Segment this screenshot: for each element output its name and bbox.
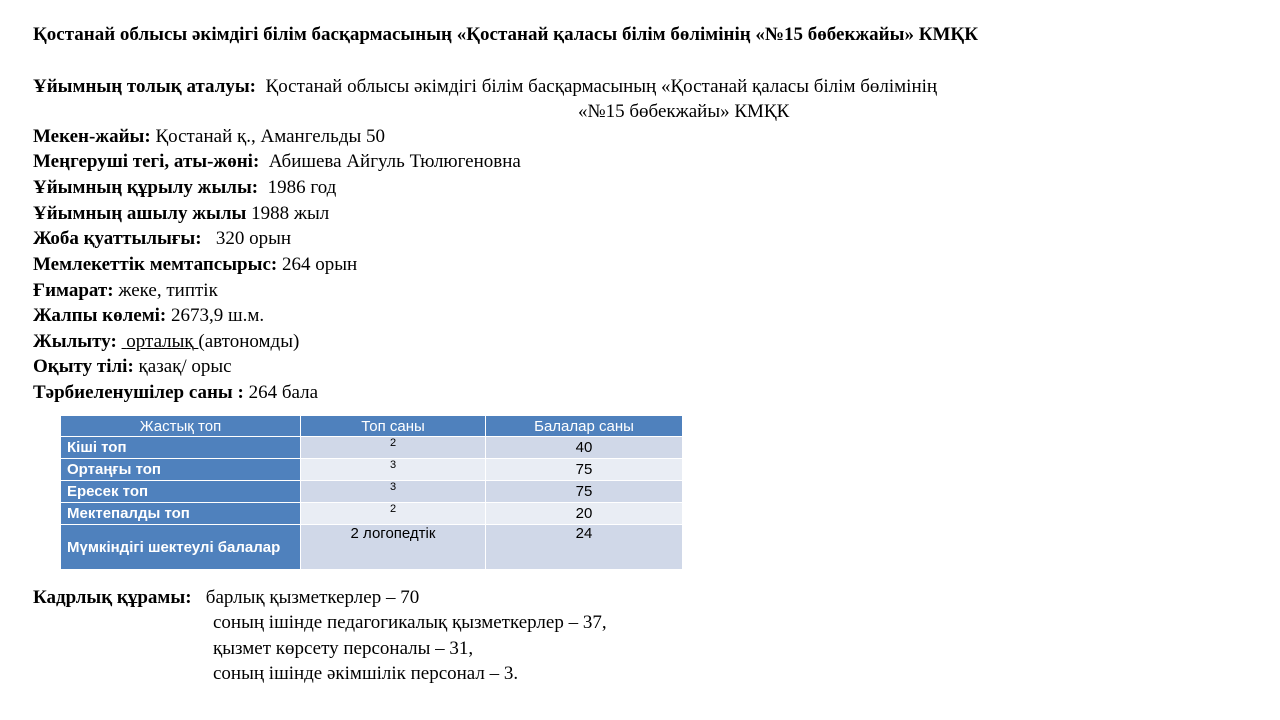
field-value: Абишева Айгуль Тюлюгеновна: [268, 151, 521, 172]
field-value: қазақ/ орыс: [138, 356, 232, 377]
field-building: [33, 280, 218, 302]
field-language: [33, 356, 232, 378]
full-name-line: [33, 76, 937, 98]
row-children-count: 20: [486, 503, 683, 525]
field-area: [33, 305, 264, 327]
field-opened: [33, 203, 329, 225]
row-group-name: Мектепалды топ: [61, 503, 301, 525]
row-group-name: Кіші топ: [61, 437, 301, 459]
field-label: Ұйымның құрылу жылы:: [33, 177, 259, 198]
field-pupils: [33, 382, 318, 404]
field-label: Мекен-жайы:: [33, 126, 151, 147]
row-group-count: 3: [301, 459, 486, 481]
row-children-count: 75: [486, 459, 683, 481]
row-group-count: 2 логопедтік: [301, 525, 486, 570]
field-director: [33, 151, 521, 173]
staff-line2: соның ішінде педагогикалық қызметкерлер – 37,: [213, 612, 607, 633]
field-value: 264 бала: [248, 382, 319, 403]
field-value: 1986 год: [267, 177, 337, 198]
field-label: Жалпы көлемі:: [33, 305, 167, 326]
table-header-row: [61, 416, 683, 437]
field-value: Қостанай қ., Амангельды 50: [155, 126, 386, 147]
header-age-group: Жастық топ: [61, 416, 301, 437]
field-heating: [33, 331, 299, 353]
field-value: 320 орын: [215, 228, 292, 249]
full-name-label: Ұйымның толық аталуы:: [33, 76, 257, 97]
staff-line4: соның ішінде әкімшілік персонал – 3.: [213, 663, 519, 684]
full-name-value-line2: «№15 бөбекжайы» КМҚК: [578, 101, 790, 122]
field-label: Меңгеруші тегі, аты-жөні:: [33, 151, 260, 172]
row-children-count: 75: [486, 481, 683, 503]
field-value: 2673,9 ш.м.: [171, 305, 265, 326]
row-group-name: Ортаңғы топ: [61, 459, 301, 481]
row-group-count: 2: [301, 437, 486, 459]
field-label: Ұйымның ашылу жылы: [33, 203, 247, 224]
field-founded: [33, 177, 336, 199]
heating-underlined-value: орталық: [126, 331, 194, 352]
groups-table: [60, 415, 683, 570]
field-label: Мемлекеттік мемтапсырыс:: [33, 254, 278, 275]
row-children-count: 40: [486, 437, 683, 459]
field-capacity: [33, 228, 291, 250]
field-value: жеке, типтік: [118, 280, 218, 301]
row-children-count: 24: [486, 525, 683, 570]
field-label: Оқыту тілі:: [33, 356, 134, 377]
field-label: Ғимарат:: [33, 280, 114, 301]
table-row: [61, 459, 683, 481]
full-name-value-line1: Қостанай облысы әкімдігі білім басқармасының «Қостанай қаласы білім бөлімінің: [265, 76, 938, 97]
table-row: [61, 437, 683, 459]
staff-line3: қызмет көрсету персоналы – 31,: [213, 638, 474, 659]
heating-rest-value: (автономды): [198, 331, 300, 352]
row-group-name: Ересек топ: [61, 481, 301, 503]
header-children-count: Балалар саны: [486, 416, 683, 437]
table-row: [61, 481, 683, 503]
field-label: Жылыту:: [33, 331, 117, 352]
field-label: Жоба қуаттылығы:: [33, 228, 202, 249]
table-row: [61, 503, 683, 525]
staff-total: барлық қызметкерлер – 70: [205, 587, 420, 608]
staff-line1: [33, 587, 419, 609]
field-value: 1988 жыл: [251, 203, 330, 224]
field-label: Тәрбиеленушілер саны :: [33, 382, 244, 403]
staff-label: Кадрлық құрамы:: [33, 587, 192, 608]
row-group-count: 2: [301, 503, 486, 525]
field-value: 264 орын: [281, 254, 358, 275]
field-address: [33, 126, 385, 148]
field-state-order: [33, 254, 357, 276]
document-title: Қостанай облысы әкімдігі білім басқармасының «Қостанай қаласы білім бөлімінің «№15 бөбекжайы» КМҚК: [33, 24, 978, 45]
row-group-name: Мүмкіндігі шектеулі балалар: [61, 525, 301, 570]
table-row: [61, 525, 683, 570]
header-group-count: Топ саны: [301, 416, 486, 437]
row-group-count: 3: [301, 481, 486, 503]
